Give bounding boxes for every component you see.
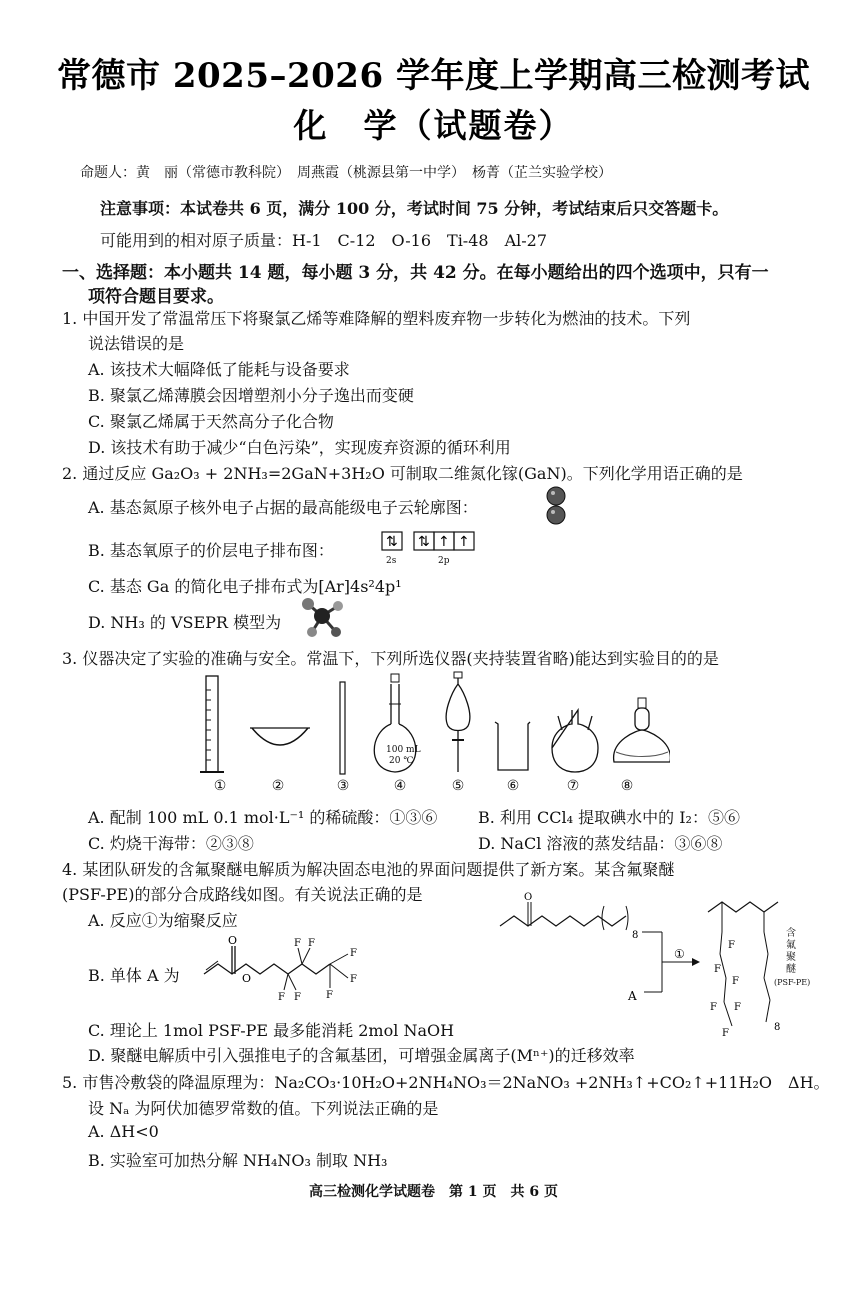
exam-subtitle: 化 学（试题卷） [293, 106, 574, 145]
product-label: 含氟聚醚 [786, 928, 796, 975]
svg-text:O: O [228, 934, 238, 947]
svg-text:F: F [278, 992, 285, 1003]
q4-option-d: D. 聚醚电解质中引入强推电子的含氟基团，可增强金属离子(Mⁿ⁺)的迁移效率 [88, 1046, 635, 1065]
q1-stem: 1. 中国开发了常温常压下将聚氯乙烯等难降解的塑料废弃物一步转化为燃油的技术。下列 [62, 309, 691, 328]
orbital-2p-label: 2p [438, 556, 450, 566]
svg-text:↑: ↑ [438, 534, 450, 550]
q5-option-a: A. ΔH<0 [88, 1122, 159, 1141]
svg-text:F: F [308, 938, 315, 949]
apparatus-label-7: ⑦ [566, 778, 580, 794]
svg-text:①: ① [674, 947, 685, 961]
atomic-mass-line: 可能用到的相对原子质量：H-1 C-12 O-16 Ti-48 Al-27 [100, 231, 548, 250]
apparatus-label-3: ③ [336, 778, 350, 794]
authors-line: 命题人：黄 丽（常德市教科院） 周燕霞（桃源县第一中学） 杨菁（芷兰实验学校） [80, 165, 612, 181]
q1-option-b: B. 聚氯乙烯薄膜会因增塑剂小分子逸出而变硬 [88, 386, 414, 405]
svg-text:O: O [524, 892, 533, 903]
glass-rod-icon [340, 682, 345, 774]
q3-option-d: D. NaCl 溶液的蒸发结晶：③⑥⑧ [478, 834, 723, 853]
q5-stem: 5. 市售冷敷袋的降温原理为：Na₂CO₃·10H₂O+2NH₄NO₃＝2NaNO₃ +2NH₃↑+CO₂↑+11H₂O ΔH。 [62, 1073, 830, 1092]
svg-text:⇅: ⇅ [418, 534, 430, 550]
svg-text:F: F [732, 976, 739, 987]
q4-option-a: A. 反应①为缩聚反应 [88, 911, 238, 930]
q3-option-c: C. 灼烧干海带：②③⑧ [88, 834, 254, 853]
alcohol-lamp-icon [614, 698, 670, 762]
svg-text:F: F [710, 1002, 717, 1013]
apparatus-label-1: ① [213, 778, 227, 794]
svg-text:F: F [350, 974, 357, 985]
apparatus-label-8: ⑧ [620, 778, 634, 794]
separatory-funnel-icon [446, 672, 470, 772]
graduated-cylinder-icon [200, 676, 224, 772]
q4-option-b: B. 单体 A 为 [88, 966, 180, 985]
svg-text:O: O [242, 972, 252, 985]
q4-option-c: C. 理论上 1mol PSF-PE 最多能消耗 2mol NaOH [88, 1021, 455, 1040]
orbital-2s-label: 2s [386, 556, 397, 566]
apparatus-label-4: ④ [393, 778, 407, 794]
svg-text:A: A [628, 989, 637, 1003]
svg-text:F: F [722, 1028, 729, 1038]
svg-text:F: F [350, 948, 357, 959]
flask-temp-label: 20 ℃ [389, 756, 414, 766]
q2-option-a: A. 基态氮原子核外电子占据的最高能级电子云轮廓图： [88, 498, 478, 517]
evaporating-dish-icon [250, 728, 310, 745]
exam-title: 常德市 2025–2026 学年度上学期高三检测考试 [57, 56, 810, 96]
q5-option-b: B. 实验室可加热分解 NH₄NO₃ 制取 NH₃ [88, 1151, 388, 1170]
apparatus-label-6: ⑥ [506, 778, 520, 794]
q2-stem: 2. 通过反应 Ga₂O₃ + 2NH₃=2GaN+3H₂O 可制取二维氮化镓(GaN)。下列化学用语正确的是 [62, 464, 743, 483]
q1-option-c: C. 聚氯乙烯属于天然高分子化合物 [88, 412, 334, 431]
section-heading: 一、选择题：本小题共 14 题，每小题 3 分，共 42 分。在每小题给出的四个选项中，只有一 [62, 263, 769, 283]
apparatus-label-5: ⑤ [451, 778, 465, 794]
three-neck-flask-icon [552, 710, 598, 772]
q4-stem: 4. 某团队研发的含氟聚醚电解质为解决固态电池的界面问题提供了新方案。某含氟聚醚 [62, 860, 675, 879]
page-footer: 高三检测化学试题卷 第 1 页 共 6 页 [309, 1184, 558, 1200]
flask-volume-label: 100 mL [386, 745, 421, 755]
svg-text:8: 8 [774, 1022, 781, 1033]
q2-option-c: C. 基态 Ga 的简化电子排布式为[Ar]4s²4p¹ [88, 577, 402, 596]
q4-stem-cont: (PSF-PE)的部分合成路线如图。有关说法正确的是 [62, 885, 423, 904]
svg-text:F: F [294, 992, 301, 1003]
product-abbr: (PSF-PE) [774, 978, 811, 987]
beaker-icon [495, 722, 530, 770]
apparatus-figure [190, 670, 670, 782]
section-heading-cont: 项符合题目要求。 [88, 287, 224, 307]
svg-text:F: F [728, 940, 735, 951]
q3-stem: 3. 仪器决定了实验的准确与安全。常温下，下列所选仪器(夹持装置省略)能达到实验目的的是 [62, 649, 719, 668]
q2-option-d: D. NH₃ 的 VSEPR 模型为 [88, 613, 282, 632]
svg-text:F: F [734, 1002, 741, 1013]
svg-text:F: F [714, 964, 721, 975]
p-orbital-dumbbell-icon [543, 486, 569, 526]
q1-option-a: A. 该技术大幅降低了能耗与设备要求 [88, 360, 350, 379]
apparatus-label-2: ② [271, 778, 285, 794]
monomer-a-structure [200, 934, 370, 1006]
q3-option-a: A. 配制 100 mL 0.1 mol·L⁻¹ 的稀硫酸：①③⑥ [88, 808, 438, 827]
vsepr-model-icon [298, 594, 346, 640]
svg-text:F: F [326, 990, 333, 1001]
svg-text:8: 8 [632, 930, 639, 941]
svg-text:↑: ↑ [458, 534, 470, 550]
notice-line: 注意事项：本试卷共 6 页，满分 100 分，考试时间 75 分钟，考试结束后只交答题卡。 [100, 199, 729, 218]
q2-option-b: B. 基态氧原子的价层电子排布图： [88, 541, 334, 560]
q5-stem-cont: 设 Nₐ 为阿伏加德罗常数的值。下列说法正确的是 [88, 1099, 439, 1118]
svg-text:F: F [294, 938, 301, 949]
q1-option-d: D. 该技术有助于减少“白色污染”，实现废弃资源的循环利用 [88, 438, 511, 457]
synthesis-scheme-figure [496, 888, 826, 1038]
q1-stem-cont: 说法错误的是 [88, 334, 185, 353]
svg-text:⇅: ⇅ [386, 534, 398, 550]
q3-option-b: B. 利用 CCl₄ 提取碘水中的 I₂：⑤⑥ [478, 808, 740, 827]
